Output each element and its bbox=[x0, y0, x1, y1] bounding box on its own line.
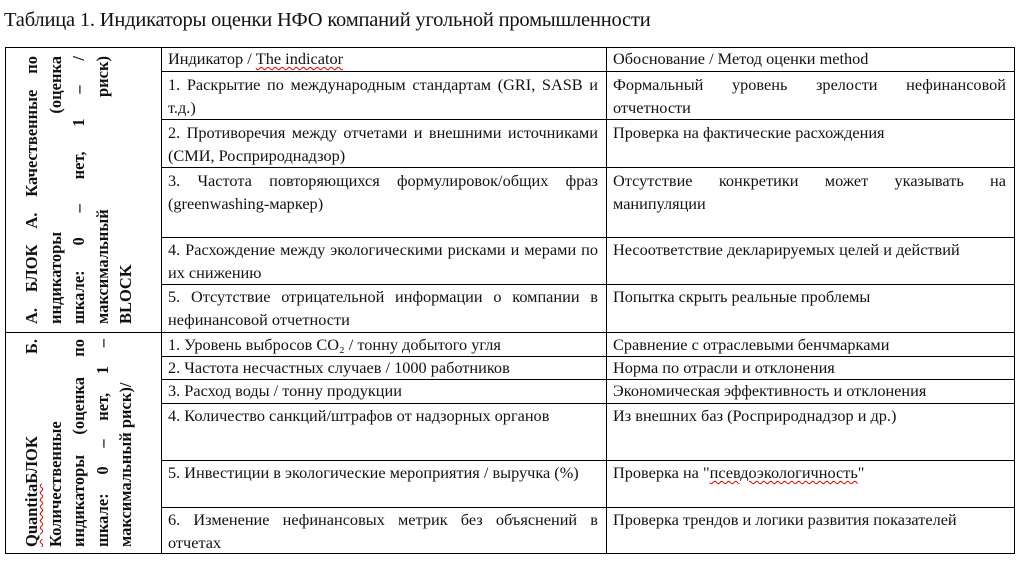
row-a5-indicator: 5. Отсутствие отрицательной информации о компании в нефинансовой отчетности bbox=[168, 287, 598, 329]
row-divider bbox=[161, 507, 1014, 508]
row-a2-method: Проверка на фактические расхождения bbox=[613, 123, 885, 142]
header-method: Обоснование / Метод оценки method bbox=[613, 49, 869, 68]
row-a1-method: Формальный уровень зрелости нефинансовой отчетности bbox=[613, 75, 1006, 117]
row-a5-method: Попытка скрыть реальные проблемы bbox=[613, 287, 871, 306]
block-a-label bbox=[20, 56, 138, 324]
row-a4-method: Несоответствие декларируемых целей и действий bbox=[613, 240, 960, 259]
row-b6-indicator: 6. Изменение нефинансовых метрик без объяснений в отчетах bbox=[168, 510, 598, 552]
block-a-label-cell bbox=[6, 48, 161, 332]
row-b4-indicator: 4. Количество санкций/штрафов от надзорных органов bbox=[168, 406, 550, 425]
row-divider bbox=[161, 237, 1014, 238]
block-a-label-line: индикаторы (оценка bbox=[45, 56, 65, 324]
method-text: Проверка на " bbox=[613, 463, 710, 482]
row-divider bbox=[161, 71, 1014, 72]
block-b-label-text: БЛОК Б. Количественные индикаторы (оценка по шкале: 0 – нет, 1 – максимальный риск)/ bbox=[22, 339, 135, 547]
block-b-label bbox=[20, 339, 138, 547]
block-a-label-line: А. БЛОК А. Качественные по bbox=[22, 56, 41, 324]
spellcheck-flagged-word: Quantita bbox=[22, 483, 41, 547]
row-b6-method: Проверка трендов и логики развития показателей bbox=[613, 510, 957, 529]
row-b1-indicator: 1. Уровень выбросов CO₂ / тонну добытого угля bbox=[168, 335, 501, 354]
row-b3-method: Экономическая эффективность и отклонения bbox=[613, 381, 927, 400]
row-divider bbox=[161, 119, 1014, 120]
block-a-label-line: шкале: 0 – нет, 1 – / bbox=[69, 56, 88, 324]
block-a-label-line: максимальный риск) bbox=[92, 56, 112, 324]
row-divider bbox=[161, 167, 1014, 168]
row-a1-indicator: 1. Раскрытие по международным стандартам (GRI, SASB и т.д.) bbox=[168, 75, 598, 117]
row-divider bbox=[161, 284, 1014, 285]
row-divider bbox=[161, 460, 1014, 461]
row-b4-method: Из внешних баз (Росприроднадзор и др.) bbox=[613, 406, 897, 425]
row-b5-method bbox=[606, 462, 1014, 485]
indicators-table bbox=[5, 47, 1015, 554]
row-a2-indicator: 2. Противоречия между отчетами и внешними источниками (СМИ, Росприроднадзор) bbox=[168, 123, 598, 165]
row-b5-indicator: 5. Инвестиции в экологические мероприятия / выручка (%) bbox=[168, 463, 579, 482]
row-a3-method: Отсутствие конкретики может указывать на манипуляции bbox=[613, 171, 1006, 213]
row-b2-indicator: 2. Частота несчастных случаев / 1000 работников bbox=[168, 358, 510, 377]
header-indicator-ru: Индикатор / bbox=[168, 49, 256, 68]
method-text: " bbox=[857, 463, 865, 482]
header-indicator-en: The indicator bbox=[255, 49, 344, 68]
row-divider bbox=[161, 403, 1014, 404]
row-b1-method: Сравнение с отраслевыми бенчмарками bbox=[613, 335, 890, 354]
block-b-label-cell bbox=[6, 333, 161, 555]
row-a3-indicator: 3. Частота повторяющихся формулировок/общих фраз (greenwashing-маркер) bbox=[168, 171, 598, 213]
row-a4-indicator: 4. Расхождение между экологическими рисками и мерами по их снижению bbox=[168, 240, 598, 282]
row-b2-method: Норма по отрасли и отклонения bbox=[613, 358, 835, 377]
spellcheck-flagged-word: псевдоэкологичность bbox=[709, 463, 858, 482]
block-a-label-line: BLOCK bbox=[116, 264, 135, 324]
header-indicator bbox=[161, 48, 606, 71]
row-b3-indicator: 3. Расход воды / тонну продукции bbox=[168, 381, 402, 400]
table-caption: Таблица 1. Индикаторы оценки НФО компаний угольной промышленности bbox=[4, 9, 651, 31]
